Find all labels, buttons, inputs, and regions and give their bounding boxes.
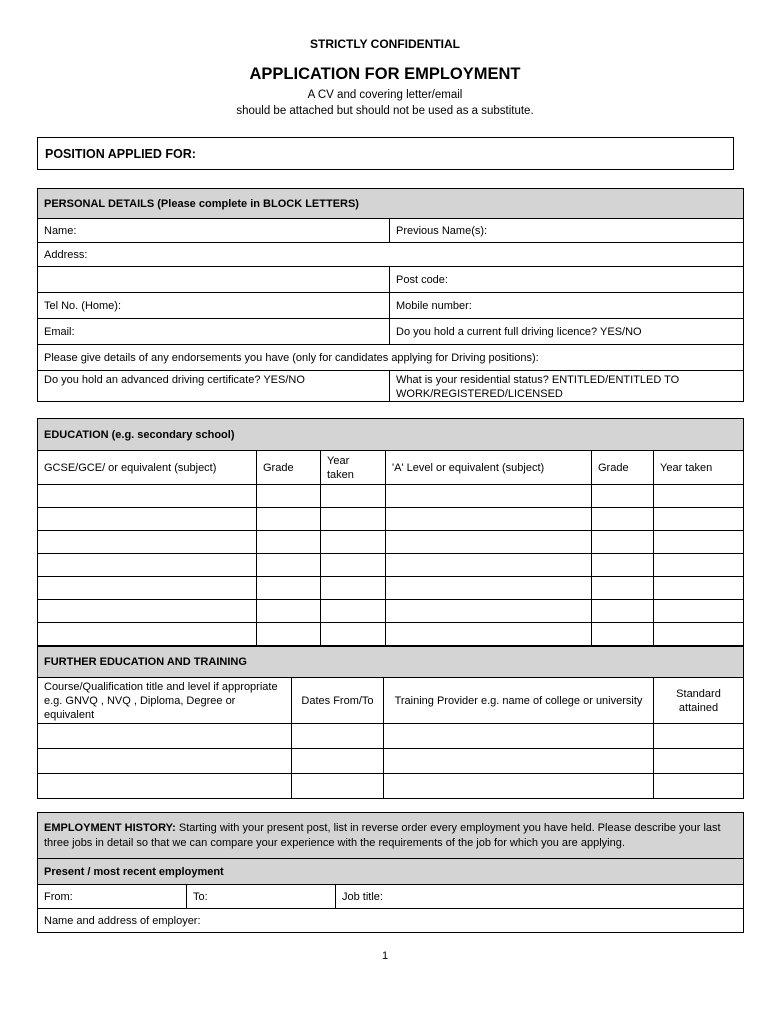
confidential-label: STRICTLY CONFIDENTIAL: [309, 37, 460, 51]
personal-details-heading: PERSONAL DETAILS (Please complete in BLOCK LETTERS): [38, 189, 744, 219]
table-row: [38, 623, 744, 646]
present-employment-heading: Present / most recent employment: [38, 859, 744, 885]
position-applied-label: POSITION APPLIED FOR:: [45, 147, 196, 161]
table-row: [38, 531, 744, 554]
fe-col-course: Course/Qualification title and level if appropriate e.g. GNVQ , NVQ , Diploma, Degree or equivalent: [38, 678, 292, 724]
table-row: [38, 508, 744, 531]
address-line-2-field[interactable]: [38, 267, 390, 293]
fe-col-standard: Standard attained: [654, 678, 744, 724]
edu-col-year: Year taken: [321, 451, 386, 485]
table-row: [38, 749, 744, 774]
further-education-heading: FURTHER EDUCATION AND TRAINING: [38, 647, 744, 678]
subtitle-line-1: A CV and covering letter/email: [307, 89, 463, 101]
address-field[interactable]: Address:: [38, 243, 744, 267]
table-row: [38, 724, 744, 749]
name-field[interactable]: Name:: [38, 219, 390, 243]
residential-status-field[interactable]: What is your residential status? ENTITLED/ENTITLED TO WORK/REGISTERED/LICENSED: [390, 371, 744, 402]
edu-col-grade-2: Grade: [592, 451, 654, 485]
edu-col-grade: Grade: [257, 451, 321, 485]
fe-col-dates: Dates From/To: [292, 678, 384, 724]
employer-field[interactable]: Name and address of employer:: [38, 909, 744, 933]
edu-col-alevel: 'A' Level or equivalent (subject): [386, 451, 592, 485]
subtitle-line-2: should be attached but should not be used as a substitute.: [236, 105, 534, 117]
mobile-field[interactable]: Mobile number:: [390, 293, 744, 319]
page-number: 1: [381, 950, 389, 962]
post-code-field[interactable]: Post code:: [390, 267, 744, 293]
table-row: [38, 554, 744, 577]
advanced-driving-field[interactable]: Do you hold an advanced driving certificate? YES/NO: [38, 371, 390, 402]
further-education-table: [37, 646, 744, 799]
employment-history-heading-text: Starting with your present post, list in reverse order every employment you have held. Please describe your last three jobs in detail so that we can compare your experience with the requirements of the job for which you are applying.: [44, 821, 721, 849]
email-field[interactable]: Email:: [38, 319, 390, 345]
education-table: [37, 418, 744, 646]
personal-details-table: [37, 188, 744, 402]
table-row: [38, 600, 744, 623]
position-applied-field[interactable]: [37, 137, 734, 170]
tel-home-field[interactable]: Tel No. (Home):: [38, 293, 390, 319]
from-field[interactable]: From:: [38, 885, 187, 909]
endorsements-field[interactable]: Please give details of any endorsements you have (only for candidates applying for Driving positions):: [38, 345, 744, 371]
table-row: [38, 485, 744, 508]
to-field[interactable]: To:: [187, 885, 336, 909]
job-title-field[interactable]: Job title:: [336, 885, 744, 909]
fe-col-provider: Training Provider e.g. name of college or university: [384, 678, 654, 724]
table-row: [38, 774, 744, 799]
edu-col-year-2: Year taken: [654, 451, 744, 485]
employment-history-heading: [38, 813, 744, 859]
table-row: [38, 577, 744, 600]
previous-names-field[interactable]: Previous Name(s):: [390, 219, 744, 243]
page-title: APPLICATION FOR EMPLOYMENT: [249, 65, 521, 83]
employment-history-table: [37, 812, 744, 933]
edu-col-gcse: GCSE/GCE/ or equivalent (subject): [38, 451, 257, 485]
education-heading: EDUCATION (e.g. secondary school): [38, 419, 744, 451]
employment-history-heading-bold: EMPLOYMENT HISTORY:: [44, 821, 176, 834]
driving-licence-field[interactable]: Do you hold a current full driving licence? YES/NO: [390, 319, 744, 345]
